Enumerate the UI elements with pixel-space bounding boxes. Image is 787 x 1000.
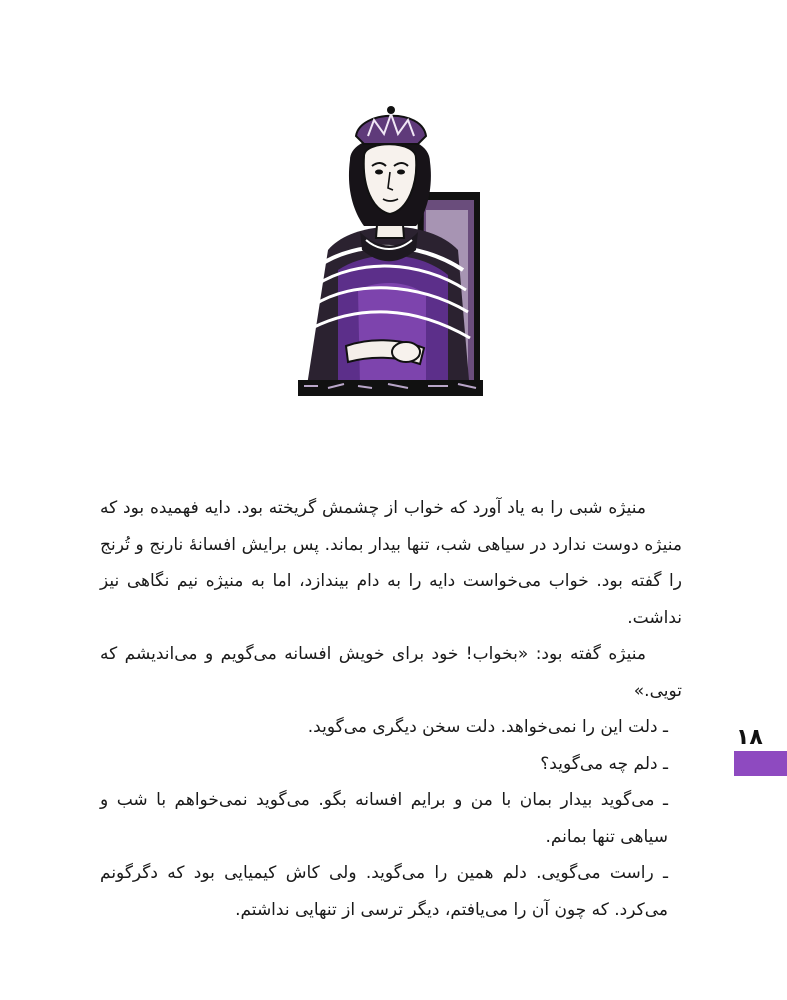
dialogue-line: ـ دلت این را نمی‌خواهد. دلت سخن دیگری می‌گوید. [307, 717, 668, 737]
dialogue-line: ـ دلم چه می‌گوید؟ [540, 753, 668, 774]
dialogue-line: ـ راست می‌گویی. دلم همین را می‌گوید. ولی کاش کیمیایی بود که دگرگونم می‌کرد. که چون آن را می‌یافتم، دیگر ترسی از تنهایی نداشتم. [100, 863, 668, 920]
page-number: ۱۸ [736, 725, 763, 750]
paragraph-manijeh-says: منیژه گفته بود: «بخواب! خود برای خویش افسانه می‌گویم و می‌اندیشم که تویی.» [100, 644, 682, 701]
paragraph-recollection: منیژه شبی را به یاد آورد که خواب از چشمش گریخته بود. دایه فهمیده بود که منیژه دوست ندارد در سیاهی شب، تنها بیدار بماند. پس برایش افسانهٔ نارنج و تُرنج را گفته بود. خواب می‌خواست دایه را به دام بیندازد، اما به منیژه نیم نگاهی نیز نداشت. [100, 498, 682, 628]
dialogue-line: ـ می‌گوید بیدار بمان با من و برایم افسانه بگو. می‌گوید نمی‌خواهم با شب و سیاهی تنها بمانم. [100, 790, 668, 847]
page-number-tab [734, 751, 787, 776]
story-text [100, 490, 682, 928]
manijeh-portrait-illustration [298, 100, 483, 396]
manijeh-portrait-icon [298, 100, 483, 396]
